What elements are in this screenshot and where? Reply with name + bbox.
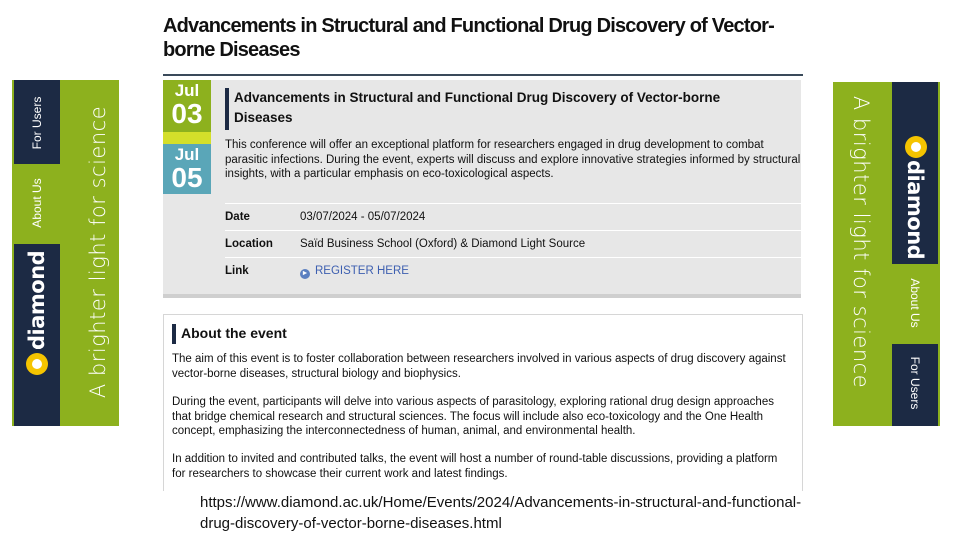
tagline: A brighter light for science bbox=[849, 95, 873, 389]
diamond-logo-text[interactable]: diamond bbox=[903, 160, 927, 260]
date-label: Date bbox=[225, 211, 250, 223]
banner-left bbox=[12, 80, 119, 426]
start-day: 03 bbox=[171, 98, 203, 129]
location-value: Saïd Business School (Oxford) & Diamond Light Source bbox=[300, 238, 586, 250]
event-card-shadow bbox=[163, 294, 801, 298]
end-month: Jul bbox=[174, 145, 200, 164]
about-paragraph: The aim of this event is to foster collaboration between researchers involved in various aspects of drug discovery against vector-borne diseases, structural biology and biophysics. bbox=[172, 353, 786, 380]
detail-row-location bbox=[225, 230, 801, 257]
banner-right bbox=[833, 82, 940, 426]
about-paragraph: In addition to invited and contributed talks, the event will host a number of round-table discussions, providing a platform for researchers to showcase their current work and latest findings. bbox=[172, 453, 778, 480]
source-url: https://www.diamond.ac.uk/Home/Events/2024/Advancements-in-structural-and-functional-drug-discovery-of-vector-borne-diseases.html bbox=[200, 494, 802, 532]
end-date-badge bbox=[163, 144, 211, 194]
sun-logo-icon bbox=[26, 353, 48, 375]
detail-row-date bbox=[225, 203, 801, 230]
diamond-logo-text[interactable]: diamond bbox=[25, 250, 49, 350]
link-label: Link bbox=[225, 265, 249, 277]
start-month: Jul bbox=[174, 81, 200, 100]
nav-for-users[interactable]: For Users bbox=[30, 96, 44, 150]
about-paragraph: During the event, participants will delve into various aspects of parasitology, exploring rational drug design approaches that bridge chemical research and structural sciences. The focus will include also eco-toxicology and the One Health concept, emphasizing the interconnectedness of human, animal, and environmental health. bbox=[172, 396, 774, 437]
title-divider bbox=[163, 74, 803, 76]
tagline: A brighter light for science bbox=[86, 105, 110, 399]
nav-about-us[interactable]: About Us bbox=[908, 278, 922, 328]
nav-for-users[interactable]: For Users bbox=[908, 356, 922, 410]
event-title-accent bbox=[225, 88, 229, 130]
end-day: 05 bbox=[171, 162, 203, 193]
date-value: 03/07/2024 - 05/07/2024 bbox=[300, 211, 426, 223]
date-separator bbox=[163, 132, 211, 144]
sun-logo-icon bbox=[905, 136, 927, 158]
register-here-link[interactable]: REGISTER HERE bbox=[315, 265, 409, 277]
arrow-circle-icon[interactable]: ► bbox=[301, 270, 309, 277]
about-title-accent bbox=[172, 324, 176, 344]
register-link-wrap bbox=[300, 265, 409, 279]
page-title: Advancements in Structural and Functional Drug Discovery of Vector-borne Diseases bbox=[163, 15, 774, 61]
event-description: This conference will offer an exceptional platform for researchers engaged in drug development to combat parasitic infections. During the event, experts will discuss and explore innovative strategies informed by structural insights, with a particular emphasis on eco-toxicological aspects. bbox=[225, 139, 801, 180]
event-title: Advancements in Structural and Functional Drug Discovery of Vector-borne Diseases bbox=[234, 90, 721, 125]
detail-row-link bbox=[225, 257, 801, 284]
nav-about-us[interactable]: About Us bbox=[30, 178, 44, 228]
location-label: Location bbox=[225, 238, 273, 250]
about-title: About the event bbox=[181, 325, 287, 341]
start-date-badge bbox=[163, 80, 211, 132]
